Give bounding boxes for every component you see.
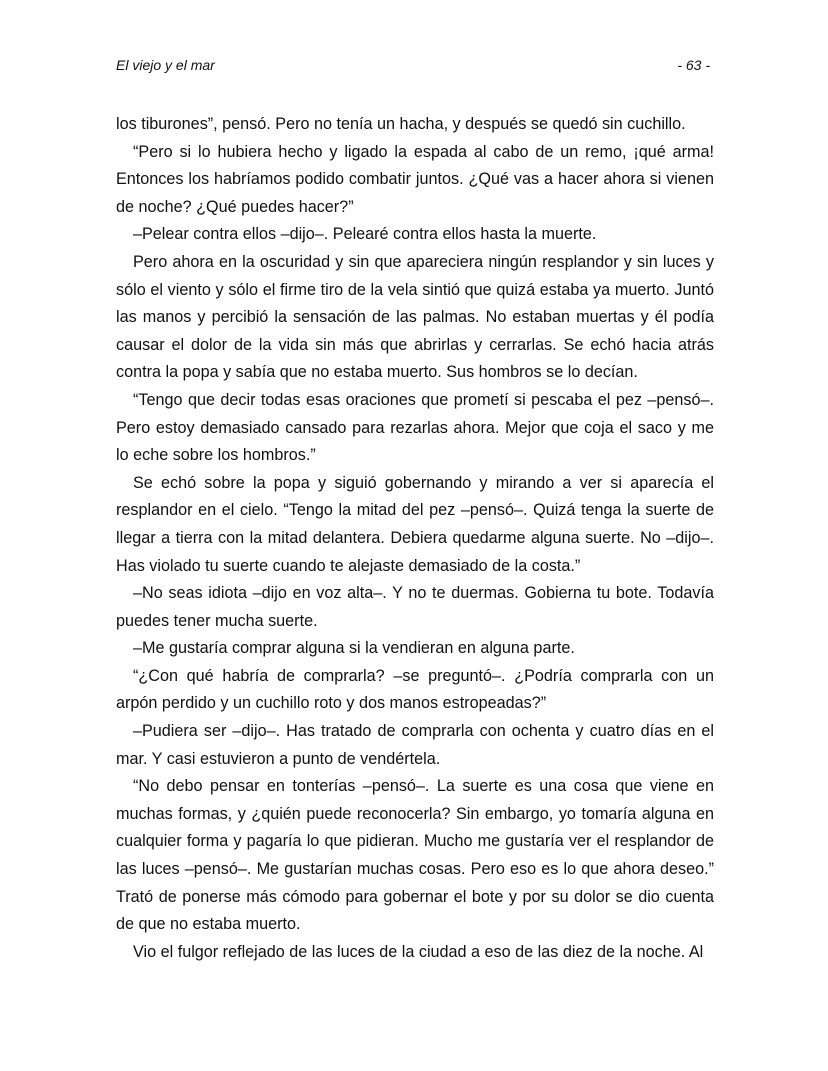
- paragraph-5: “Tengo que decir todas esas oraciones que prometí si pescaba el pez –pensó–. Pero estoy demasiado cansado para rezarlas ahora. Mejor que coja el saco y me lo eche sobre los hombros.”: [116, 390, 714, 465]
- paragraph-3: –Pelear contra ellos –dijo–. Pelearé contra ellos hasta la muerte.: [133, 225, 597, 244]
- book-title: El viejo y el mar: [116, 57, 215, 73]
- paragraph-10: –Pudiera ser –dijo–. Has tratado de comprarla con ochenta y cuatro días en el mar. Y casi estuvieron a punto de vendértela.: [116, 722, 714, 768]
- running-header: [116, 55, 712, 75]
- paragraph-8: –Me gustaría comprar alguna si la vendieran en alguna parte.: [133, 639, 575, 658]
- body-text: [116, 111, 714, 966]
- paragraph-4: Pero ahora en la oscuridad y sin que apareciera ningún resplandor y sin luces y sólo el viento y sólo el firme tiro de la vela sintió que quizá estaba ya muerto. Juntó las manos y percibió la sensación de las palmas. No estaban muertas y él podía causar el dolor de la vida sin más que abrirlas y cerrarlas. Se echó hacia atrás contra la popa y sabía que no estaba muerto. Sus hombros se lo decían.: [116, 252, 714, 382]
- paragraph-6: Se echó sobre la popa y siguió gobernando y mirando a ver si aparecía el resplandor en el cielo. “Tengo la mitad del pez –pensó–. Quizá tenga la suerte de llegar a tierra con la mitad delantera. Debiera quedarme alguna suerte. No –dijo–. Has violado tu suerte cuando te alejaste demasiado de la costa.”: [116, 473, 714, 575]
- paragraph-7: –No seas idiota –dijo en voz alta–. Y no te duermas. Gobierna tu bote. Todavía puedes tener mucha suerte.: [116, 584, 714, 630]
- paragraph-1: los tiburones”, pensó. Pero no tenía un hacha, y después se quedó sin cuchillo.: [116, 115, 686, 133]
- page-number: - 63 -: [677, 57, 710, 73]
- header-divider: [116, 80, 712, 81]
- paragraph-11: “No debo pensar en tonterías –pensó–. La suerte es una cosa que viene en muchas formas, y ¿quién puede reconocerla? Sin embargo, yo tomaría alguna en cualquier forma y pagaría lo que pidieran. Mucho me gustaría ver el resplandor de las luces –pensó–. Me gustarían muchas cosas. Pero eso es lo que ahora deseo.” Trató de ponerse más cómodo para gobernar el bote y por su dolor se dio cuenta de que no estaba muerto.: [116, 777, 714, 934]
- paragraph-9: “¿Con qué habría de comprarla? –se preguntó–. ¿Podría comprarla con un arpón perdido y un cuchillo roto y dos manos estropeadas?”: [116, 666, 714, 713]
- paragraph-12: Vio el fulgor reflejado de las luces de la ciudad a eso de las diez de la noche. Al: [133, 942, 704, 961]
- paragraph-2: “Pero si lo hubiera hecho y ligado la espada al cabo de un remo, ¡qué arma! Entonces los habríamos podido combatir juntos. ¿Qué vas a hacer ahora si vienen de noche? ¿Qué puedes hacer?”: [116, 142, 714, 216]
